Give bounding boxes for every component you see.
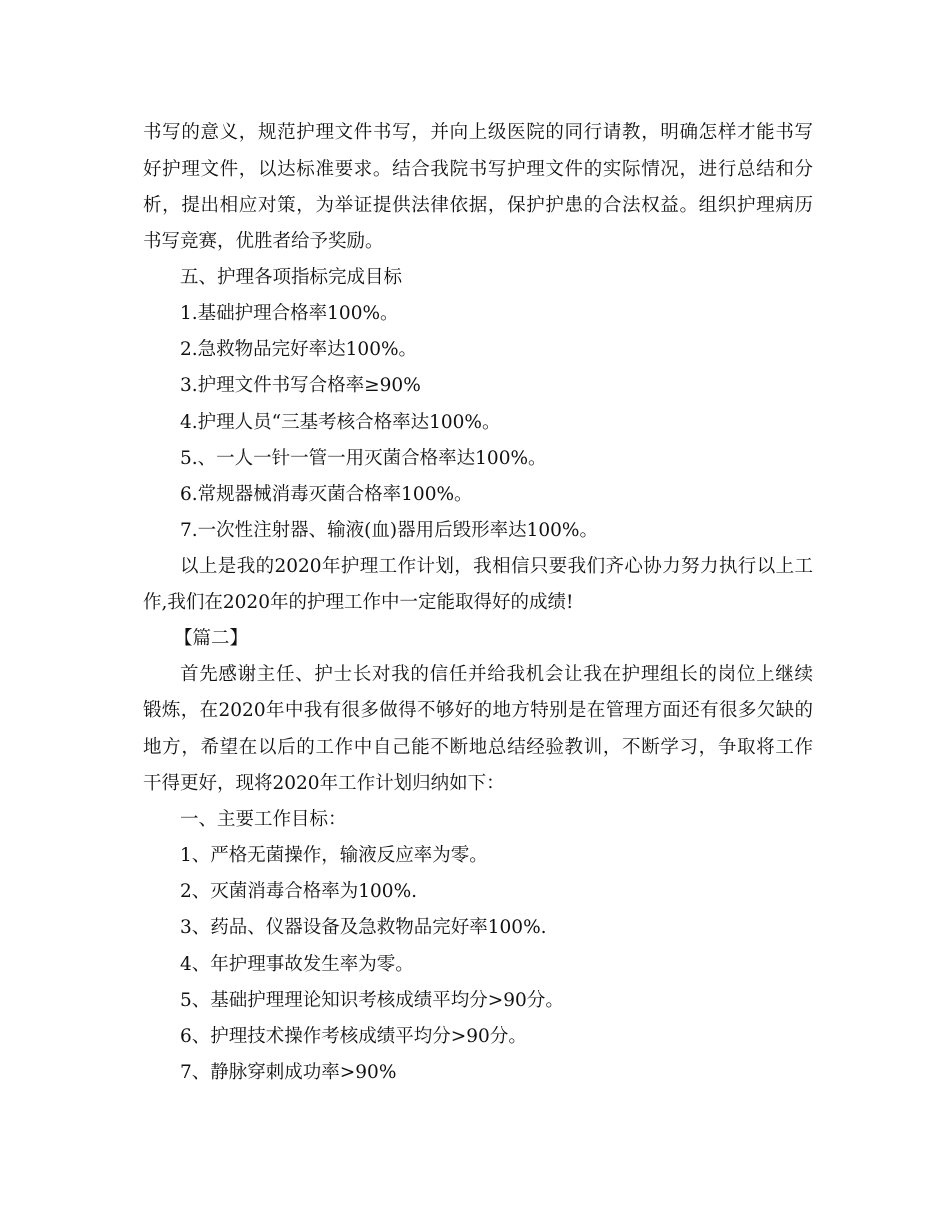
body-text-line: 干得更好，现将2020年工作计划归纳如下： [143,773,505,794]
list-item: 1.基础护理合格率100%。 [180,303,399,324]
body-text-line: 书写竞赛，优胜者给予奖励。 [143,231,384,252]
body-text-line: 好护理文件，以达标准要求。结合我院书写护理文件的实际情况，进行总结和分 [143,159,813,180]
list-item: 1、严格无菌操作，输液反应率为零。 [180,845,488,866]
section-heading: 五、护理各项指标完成目标 [180,267,403,288]
list-item: 5、基础护理理论知识考核成绩平均分>90分。 [180,990,564,1011]
part-heading: 【篇二】 [174,628,249,649]
body-text-line: 书写的意义，规范护理文件书写，并向上级医院的同行请教，明确怎样才能书写 [143,122,813,143]
body-text-line: 析，提出相应对策，为举证提供法律依据，保护护患的合法权益。组织护理病历 [143,195,813,216]
body-text-line: 作,我们在2020年的护理工作中一定能取得好的成绩! [143,592,574,613]
body-text-line: 地方，希望在以后的工作中自己能不断地总结经验教训，不断学习，争取将工作 [143,737,813,758]
list-item: 3、药品、仪器设备及急救物品完好率100%. [180,917,547,938]
body-text-line: 首先感谢主任、护士长对我的信任并给我机会让我在护理组长的岗位上继续 [180,664,813,685]
list-item: 4、年护理事故发生率为零。 [180,954,414,975]
list-item: 2.急救物品完好率达100%。 [180,339,418,360]
list-item: 2、灭菌消毒合格率为100%. [180,881,418,902]
list-item: 7、静脉穿刺成功率>90% [180,1062,397,1083]
list-item: 6.常规器械消毒灭菌合格率100%。 [180,484,473,505]
body-text-line: 以上是我的2020年护理工作计划，我相信只要我们齐心协力努力执行以上工 [180,556,813,577]
list-item: 7.一次性注射器、输液(血)器用后毁形率达100%。 [180,520,598,541]
body-text-line: 锻炼，在2020年中我有很多做得不够好的地方特别是在管理方面还有很多欠缺的 [143,700,813,721]
section-heading: 一、主要工作目标： [180,809,347,830]
list-item: 3.护理文件书写合格率≥90% [180,375,421,396]
list-item: 5.、一人一针一管一用灭菌合格率达100%。 [180,448,547,469]
list-item: 6、护理技术操作考核成绩平均分>90分。 [180,1026,527,1047]
list-item: 4.护理人员“三基考核合格率达100%。 [180,412,501,433]
